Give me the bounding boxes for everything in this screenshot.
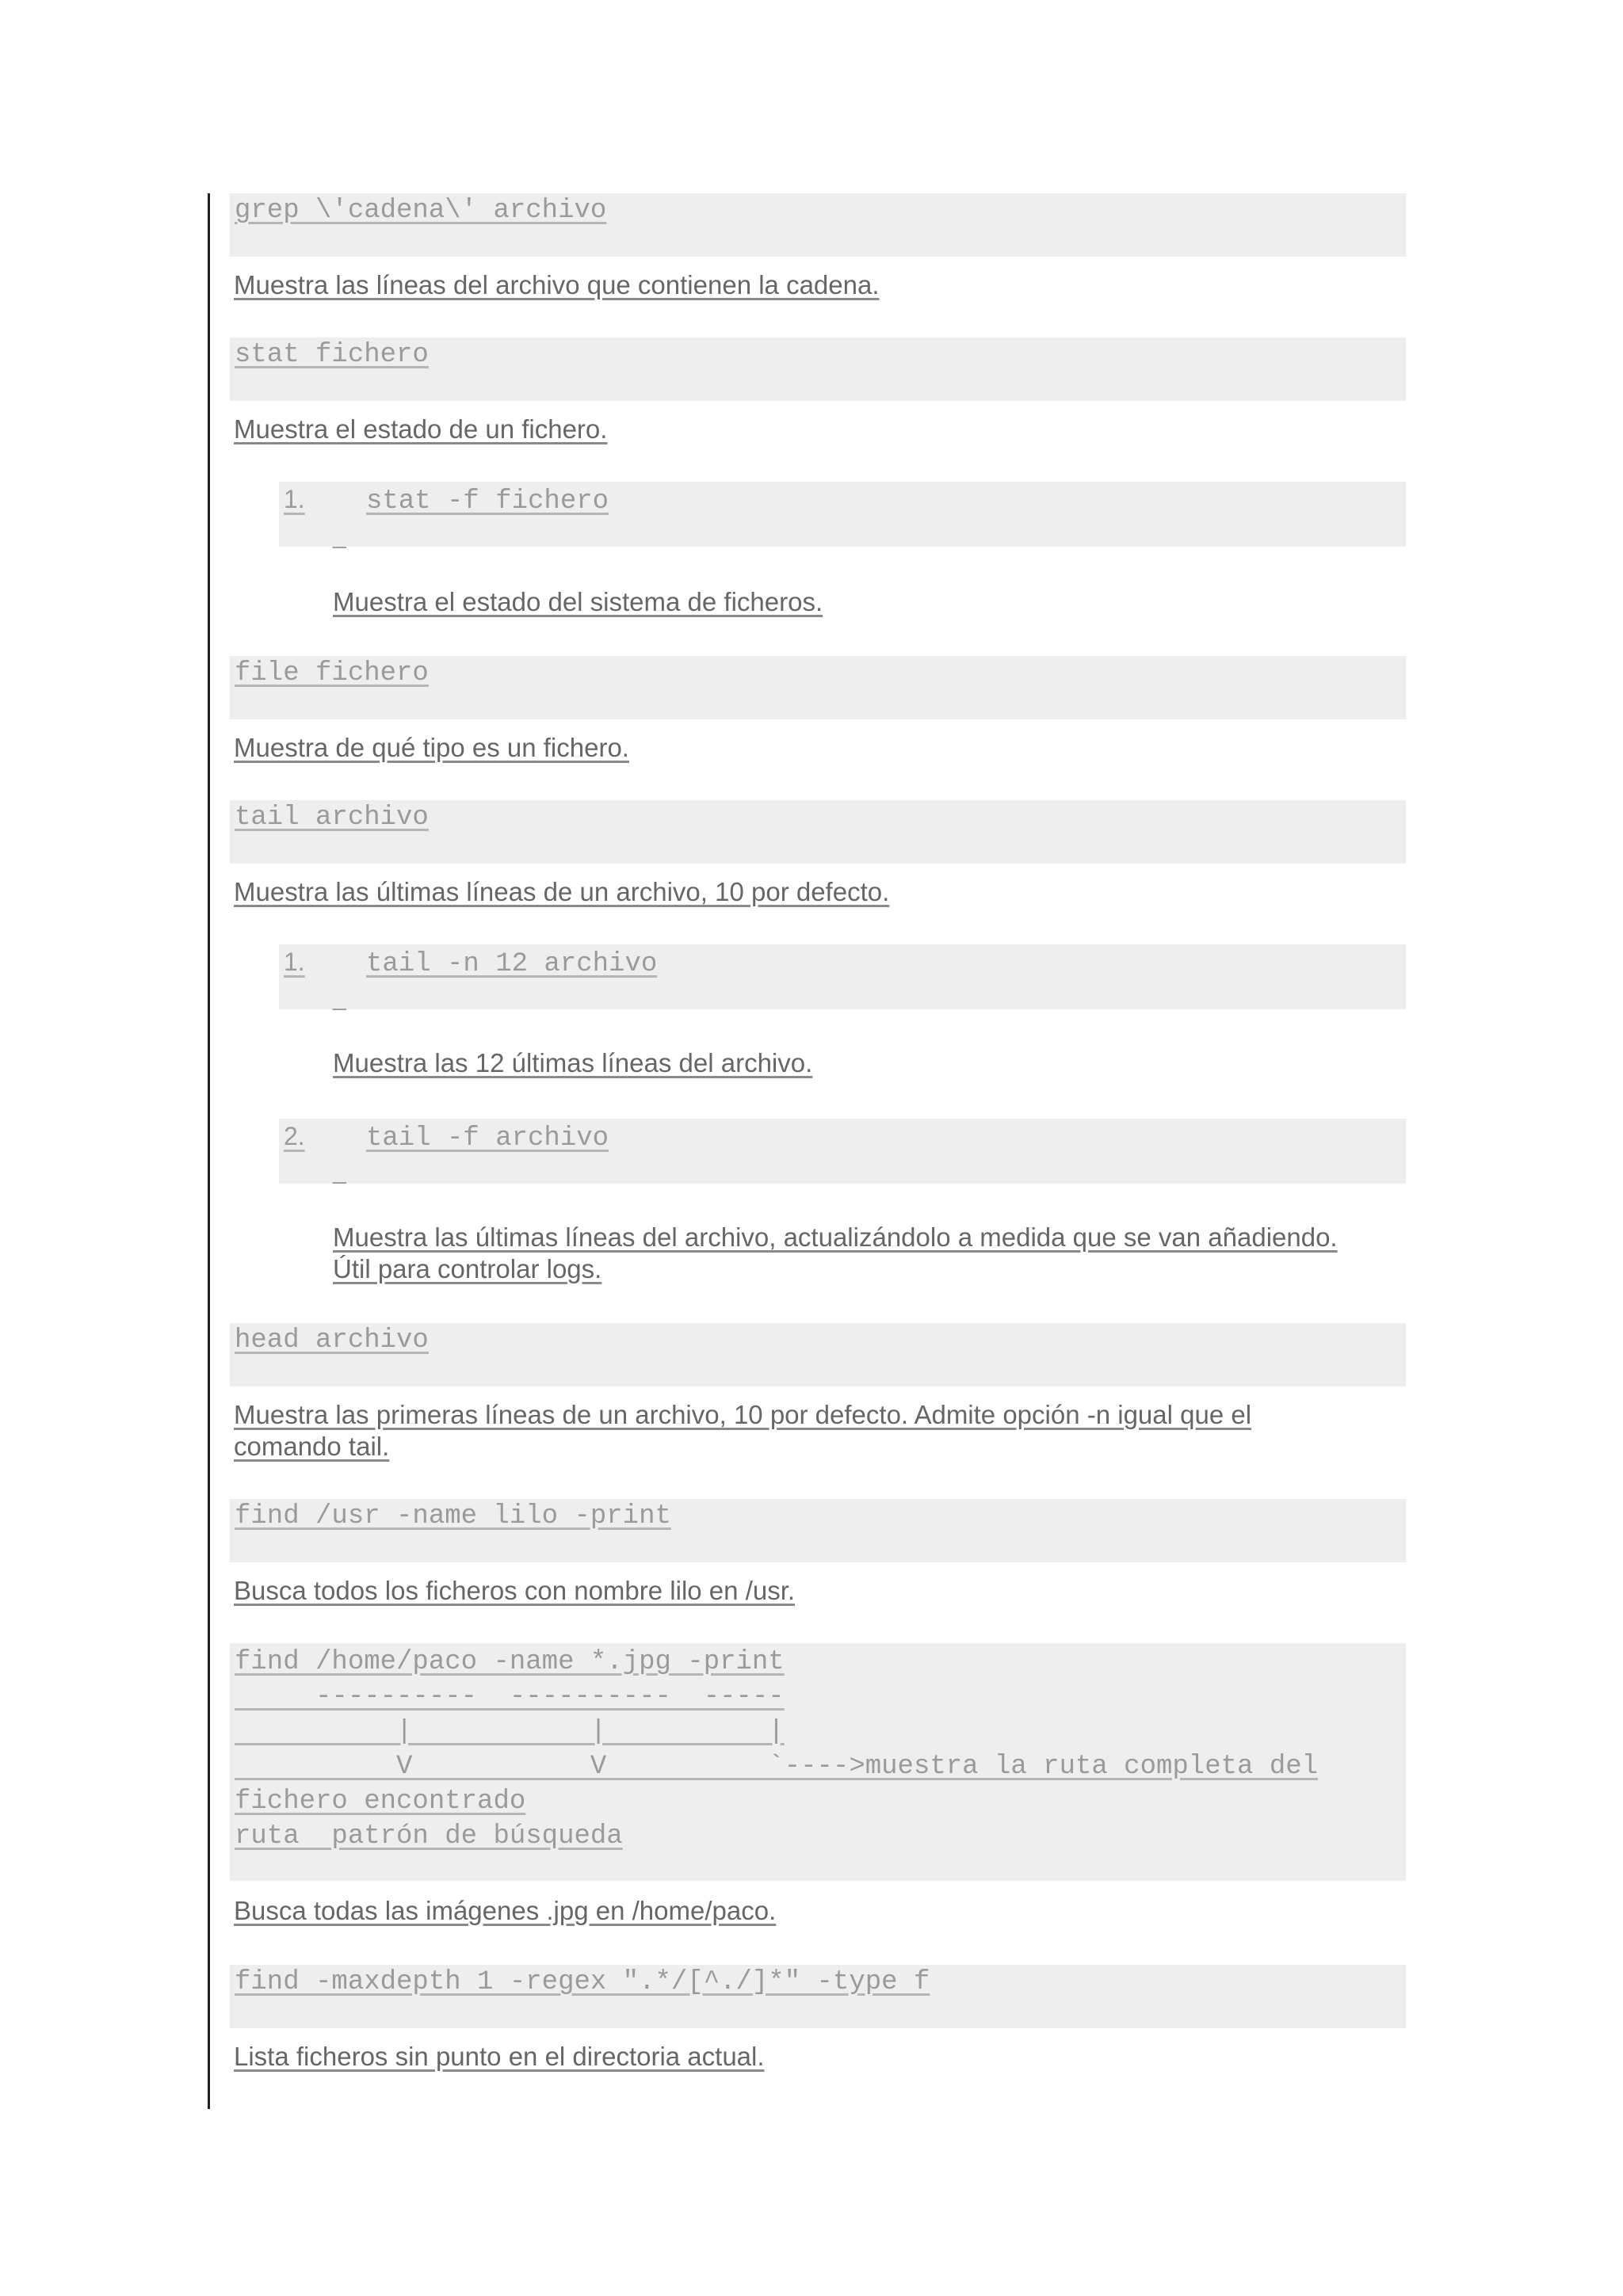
code-text: grep \'cadena\' archivo xyxy=(235,196,607,226)
code-block-tail-f xyxy=(279,1119,1406,1184)
list-number: 1. xyxy=(284,948,305,976)
code-line: find /home/paco -name *.jpg -print xyxy=(235,1647,785,1677)
code-block-stat xyxy=(230,338,1406,401)
description-head: Muestra las primeras líneas de un archivo, 10 por defecto. Admite opción -n igual que el comando tail. xyxy=(234,1400,1252,1461)
description-tail: Muestra las últimas líneas de un archivo, 10 por defecto. xyxy=(234,877,890,906)
empty-line-mark: _ xyxy=(333,1158,346,1184)
code-line: ---------- ---------- ----- xyxy=(235,1682,785,1712)
code-text: tail -n 12 archivo xyxy=(366,949,658,979)
description-tail-n: Muestra las 12 últimas líneas del archivo. xyxy=(333,1048,813,1077)
code-line: ruta patrón de búsqueda xyxy=(235,1821,623,1852)
list-number: 2. xyxy=(284,1122,305,1150)
code-block-grep xyxy=(230,193,1406,257)
description-stat: Muestra el estado de un fichero. xyxy=(234,414,608,444)
code-text: find /usr -name lilo -print xyxy=(235,1501,671,1531)
code-text: tail archivo xyxy=(235,803,429,833)
description-tail-f: Muestra las últimas líneas del archivo, actualizándolo a medida que se van añadiendo. Útil para controlar logs. xyxy=(333,1222,1338,1283)
empty-line-mark: _ xyxy=(333,523,346,549)
empty-line-mark: _ xyxy=(333,985,346,1011)
description-grep: Muestra las líneas del archivo que contienen la cadena. xyxy=(234,270,880,299)
code-line: V V `---->muestra la ruta completa del xyxy=(235,1752,1319,1782)
list-number: 1. xyxy=(284,485,305,513)
code-text: head archivo xyxy=(235,1325,429,1356)
code-text: stat -f fichero xyxy=(366,486,609,517)
description-stat-f: Muestra el estado del sistema de ficheros. xyxy=(333,587,823,616)
description-find-home: Busca todas las imágenes .jpg en /home/paco. xyxy=(234,1896,777,1925)
code-text: find -maxdepth 1 -regex ".*/[^./]*" -type f xyxy=(235,1967,930,1997)
code-text: file fichero xyxy=(235,658,429,688)
code-block-tail-n xyxy=(279,944,1406,1009)
description-file: Muestra de qué tipo es un fichero. xyxy=(234,733,629,762)
code-line: | | | xyxy=(235,1717,785,1747)
code-block-find-home xyxy=(230,1643,1406,1881)
code-text: stat fichero xyxy=(235,340,429,370)
code-block-file xyxy=(230,656,1406,719)
code-block-tail xyxy=(230,800,1406,864)
left-margin-rule xyxy=(208,193,210,2109)
code-line: fichero encontrado xyxy=(235,1787,526,1817)
code-block-head xyxy=(230,1323,1406,1386)
code-block-find-maxdepth xyxy=(230,1965,1406,2028)
description-find-maxdepth: Lista ficheros sin punto en el directoria actual. xyxy=(234,2042,765,2071)
code-block-stat-f xyxy=(279,482,1406,547)
code-block-find-usr xyxy=(230,1499,1406,1562)
description-find-usr: Busca todos los ficheros con nombre lilo en /usr. xyxy=(234,1576,796,1605)
code-text: tail -f archivo xyxy=(366,1123,609,1154)
